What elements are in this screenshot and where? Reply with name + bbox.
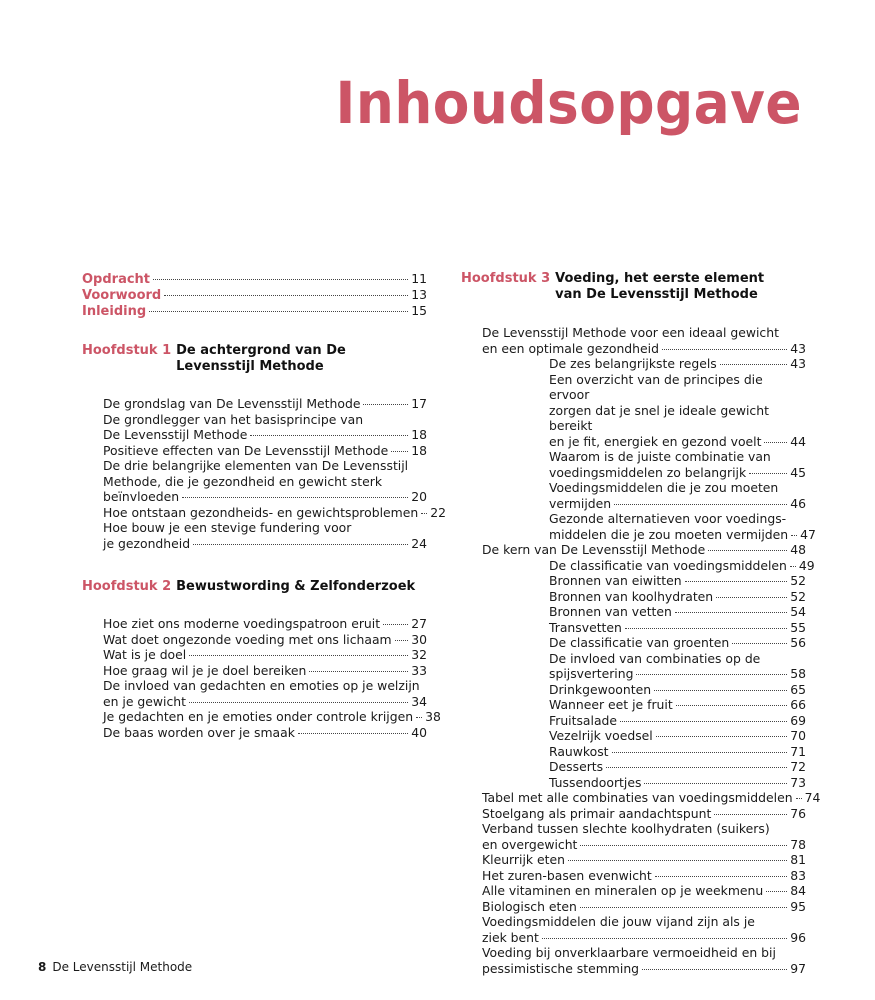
entry-text: De grondslag van De Levensstijl Methode	[103, 396, 361, 411]
entry-text: pessimistische stemming	[482, 960, 640, 976]
page-ref: 27	[411, 616, 427, 631]
page-ref: 56	[790, 635, 806, 650]
page-ref: 65	[790, 681, 806, 697]
footer-title: De Levensstijl Methode	[52, 960, 193, 974]
dot-leader	[642, 969, 787, 970]
entry-text: Wat doet ongezonde voeding met ons lichaam	[103, 631, 392, 647]
toc-front-entry[interactable]	[82, 303, 427, 319]
page-ref: 34	[411, 693, 427, 709]
toc-entry[interactable]	[482, 883, 806, 899]
entry-text: De Levensstijl Methode	[103, 427, 248, 442]
page-footer	[38, 960, 192, 974]
entry-text: Bronnen van vetten	[549, 604, 672, 619]
entry-text: Tabel met alle combinaties van voedingsmiddelen	[482, 790, 793, 805]
toc-entry[interactable]	[482, 914, 806, 945]
toc-entry[interactable]	[549, 775, 806, 791]
toc-entry[interactable]	[482, 790, 821, 806]
toc-entry[interactable]	[549, 744, 806, 760]
toc-entry[interactable]	[103, 443, 427, 459]
entry-text: Je gedachten en je emoties onder controle krijgen	[103, 709, 414, 724]
entry-text: Wanneer eet je fruit	[549, 697, 673, 712]
dot-leader	[612, 752, 788, 753]
entry-text: De Levensstijl Methode voor een ideaal gewicht	[482, 325, 779, 340]
dot-leader	[675, 612, 787, 613]
toc-left-column	[82, 271, 446, 740]
page-ref: 52	[790, 573, 806, 588]
page-ref: 71	[790, 743, 806, 759]
entry-text: Kleurrijk eten	[482, 852, 565, 867]
dot-leader	[580, 907, 787, 908]
toc-entry[interactable]	[549, 728, 806, 744]
entry-text: Voeding bij onverklaarbare vermoeidheid en bij	[482, 945, 776, 960]
page-ref: 22	[430, 504, 446, 520]
toc-entry[interactable]	[103, 616, 427, 632]
entry-text: De kern van De Levensstijl Methode	[482, 542, 706, 557]
entry-text: beïnvloeden	[103, 489, 180, 504]
chapter-2-entries	[103, 616, 441, 740]
page-ref: 55	[790, 619, 806, 635]
toc-entry[interactable]	[482, 899, 806, 915]
toc-entry[interactable]	[103, 520, 427, 551]
dot-leader	[749, 473, 787, 474]
entry-text: vermijden	[549, 495, 612, 511]
toc-entry[interactable]	[549, 635, 806, 651]
page-ref: 43	[790, 340, 806, 356]
dot-leader	[149, 311, 408, 312]
dot-leader	[189, 702, 408, 703]
dot-leader	[182, 497, 408, 498]
toc-entry[interactable]	[103, 709, 441, 725]
page-ref: 15	[411, 303, 427, 318]
entry-text: De baas worden over je smaak	[103, 724, 295, 740]
entry-text: Transvetten	[549, 619, 622, 635]
toc-entry[interactable]	[549, 697, 806, 713]
page-ref: 47	[800, 526, 816, 542]
dot-leader	[620, 721, 787, 722]
entry-text: Verband tussen slechte koolhydraten (suikers)	[482, 821, 770, 836]
page-ref: 58	[790, 666, 806, 681]
page-ref: 81	[790, 852, 806, 867]
page-ref: 97	[790, 960, 806, 976]
dot-leader	[662, 349, 787, 350]
page-ref: 76	[790, 805, 806, 821]
page-ref: 18	[411, 442, 427, 458]
toc-entry[interactable]	[549, 713, 806, 729]
toc-entry[interactable]	[549, 449, 806, 480]
toc-entry[interactable]	[482, 542, 806, 558]
chapter-1-entries	[103, 396, 446, 551]
entry-text: De drie belangrijke elementen van De Levensstijl	[103, 458, 409, 473]
page-ref: 84	[790, 883, 806, 898]
dot-leader	[676, 705, 788, 706]
entry-text: Alle vitaminen en mineralen op je weekmenu	[482, 883, 764, 898]
toc-entry[interactable]	[482, 325, 806, 356]
toc-entry[interactable]	[482, 821, 806, 852]
page-ref: 49	[798, 557, 815, 573]
chapter-3-heading	[461, 271, 806, 303]
entry-text: ziek bent	[482, 929, 539, 945]
entry-text: spijsvertering	[549, 666, 634, 681]
dot-leader	[189, 655, 408, 656]
dot-leader	[542, 938, 787, 939]
page-ref: 69	[790, 712, 806, 728]
toc-entry[interactable]	[549, 480, 806, 511]
entry-text: De grondlegger van het basisprincipe van	[103, 411, 364, 427]
toc-entry[interactable]	[549, 759, 806, 775]
page-ref: 46	[790, 495, 806, 511]
page-ref: 32	[411, 647, 427, 662]
toc-entry[interactable]	[549, 557, 815, 574]
entry-text: Waarom is de juiste combinatie van	[549, 449, 771, 464]
dot-leader	[766, 891, 787, 892]
entry-text: Fruitsalade	[549, 712, 618, 728]
page-ref: 74	[804, 790, 821, 805]
toc-entry[interactable]	[482, 806, 806, 822]
toc-entry[interactable]	[103, 678, 427, 709]
dot-leader	[164, 295, 408, 296]
toc-entry[interactable]	[482, 868, 806, 884]
entry-text: Hoe ziet ons moderne voedingspatroon eruit	[103, 616, 381, 631]
toc-entry[interactable]	[549, 573, 806, 589]
dot-leader	[309, 671, 408, 672]
page-ref: 18	[411, 427, 427, 442]
front-matter	[82, 271, 427, 319]
entry-text: De invloed van gedachten en emoties op je welzijn	[103, 678, 420, 693]
page-ref: 96	[790, 929, 806, 945]
toc-entry[interactable]	[549, 651, 806, 682]
dot-leader	[363, 404, 408, 405]
entry-text: en een optimale gezondheid	[482, 340, 659, 356]
entry-text: je gezondheid	[103, 535, 191, 551]
chapter-3-title: Voeding, het eerste element van De Levensstijl Methode	[555, 271, 765, 302]
entry-text: Tussendoortjes	[549, 774, 642, 790]
dot-leader	[656, 736, 787, 737]
entry-text: Een overzicht van de principes die ervoor	[549, 371, 763, 402]
dot-leader	[654, 690, 787, 691]
dot-leader	[580, 845, 787, 846]
toc-entry[interactable]	[103, 504, 446, 521]
dot-leader	[790, 566, 796, 567]
toc-entry[interactable]	[103, 725, 427, 741]
entry-text: Bronnen van koolhydraten	[549, 588, 714, 604]
toc-entry[interactable]	[482, 945, 806, 976]
dot-leader	[383, 624, 408, 625]
page-ref: 72	[790, 759, 806, 774]
entry-text: Positieve effecten van De Levensstijl Methode	[103, 442, 389, 458]
dot-leader	[416, 717, 422, 718]
page-ref: 43	[790, 356, 806, 371]
entry-label: Voorwoord	[82, 288, 162, 303]
chapter-1-title: De achtergrond van De Levensstijl Methode	[176, 343, 346, 374]
entry-text: De zes belangrijkste regels	[549, 356, 717, 371]
page-ref: 33	[411, 662, 427, 678]
page-ref: 48	[790, 542, 806, 557]
page-ref: 52	[790, 588, 806, 604]
page-number: 8	[38, 960, 47, 974]
entry-text: Drinkgewoonten	[549, 681, 652, 697]
page-ref: 45	[790, 464, 806, 480]
page-ref: 17	[411, 396, 427, 411]
dot-leader	[636, 674, 787, 675]
chapter-3-entries	[482, 325, 821, 976]
entry-text: Biologisch eten	[482, 898, 577, 914]
entry-text: Voedingsmiddelen die jouw vijand zijn als je	[482, 914, 755, 929]
toc-front-entry[interactable]	[82, 271, 427, 287]
page-ref: 30	[411, 631, 427, 647]
toc-entry[interactable]	[103, 647, 427, 663]
toc-entry[interactable]	[549, 682, 806, 698]
page-ref: 13	[411, 287, 427, 302]
entry-label: Inleiding	[82, 304, 147, 319]
dot-leader	[644, 783, 787, 784]
entry-text: en overgewicht	[482, 836, 578, 852]
page-ref: 83	[790, 867, 806, 883]
entry-text: Methode, die je gezondheid en gewicht sterk	[103, 473, 383, 489]
entry-text: Wat is je doel	[103, 647, 187, 662]
entry-text: De classificatie van voedingsmiddelen	[549, 557, 787, 573]
toc-entry[interactable]	[103, 663, 427, 679]
dot-leader	[391, 451, 408, 452]
chapter-3-number: Hoofdstuk 3	[461, 271, 551, 286]
entry-text: middelen die je zou moeten vermijden	[549, 526, 789, 542]
dot-leader	[655, 876, 787, 877]
dot-leader	[193, 544, 408, 545]
entry-text: en je fit, energiek en gezond voelt	[549, 433, 762, 449]
toc-entry[interactable]	[482, 852, 806, 868]
page-ref: 20	[411, 489, 427, 504]
toc-entry[interactable]	[549, 604, 806, 620]
page-ref: 95	[790, 898, 806, 914]
entry-text: Voedingsmiddelen die je zou moeten	[549, 480, 779, 495]
page-ref: 40	[411, 724, 427, 740]
entry-text: voedingsmiddelen zo belangrijk	[549, 464, 747, 480]
toc-entry[interactable]	[103, 412, 427, 443]
dot-leader	[714, 814, 787, 815]
dot-leader	[395, 640, 409, 641]
dot-leader	[614, 504, 787, 505]
toc-entry[interactable]	[549, 511, 816, 542]
dot-leader	[764, 442, 787, 443]
entry-text: Hoe graag wil je je doel bereiken	[103, 662, 307, 678]
dot-leader	[796, 798, 802, 799]
dot-leader	[791, 535, 797, 536]
toc-entry[interactable]	[103, 632, 427, 648]
dot-leader	[568, 860, 787, 861]
toc-right-column	[461, 271, 821, 976]
page-ref: 44	[790, 433, 806, 449]
dot-leader	[625, 628, 787, 629]
page-ref: 73	[790, 774, 806, 790]
dot-leader	[606, 767, 787, 768]
dot-leader	[708, 550, 787, 551]
dot-leader	[421, 513, 427, 514]
chapter-2-number: Hoofdstuk 2	[82, 579, 172, 594]
toc-entry[interactable]	[549, 589, 806, 605]
toc-entry[interactable]	[103, 458, 427, 505]
entry-text: De classificatie van groenten	[549, 635, 730, 650]
dot-leader	[720, 364, 787, 365]
entry-text: Hoe bouw je een stevige fundering voor	[103, 520, 352, 535]
chapter-1-number: Hoofdstuk 1	[82, 343, 172, 358]
chapter-2-heading	[82, 579, 427, 595]
dot-leader	[153, 279, 408, 280]
page-ref: 78	[790, 836, 806, 852]
page-ref: 66	[790, 697, 806, 712]
page-ref: 24	[411, 535, 427, 551]
toc-entry[interactable]	[549, 356, 806, 372]
entry-text: Het zuren-basen evenwicht	[482, 867, 652, 883]
page-ref: 38	[425, 709, 441, 724]
entry-text: Stoelgang als primair aandachtspunt	[482, 805, 712, 821]
chapter-1-heading	[82, 343, 427, 375]
dot-leader	[716, 597, 787, 598]
entry-text: Desserts	[549, 759, 604, 774]
entry-text: en je gewicht	[103, 693, 187, 709]
page-title: Inhoudsopgave	[335, 69, 802, 137]
toc-entry[interactable]	[549, 620, 806, 636]
entry-text: Gezonde alternatieven voor voedings-	[549, 511, 787, 526]
entry-text: De invloed van combinaties op de	[549, 650, 761, 666]
entry-text: Hoe ontstaan gezondheids- en gewichtsproblemen	[103, 504, 419, 520]
entry-label: Opdracht	[82, 272, 151, 287]
page-ref: 11	[411, 271, 427, 286]
entry-text: Rauwkost	[549, 743, 609, 759]
toc-entry[interactable]	[549, 372, 806, 450]
entry-text: zorgen dat je snel je ideale gewicht bereikt	[549, 402, 769, 433]
dot-leader	[732, 643, 787, 644]
page-ref: 54	[790, 604, 806, 619]
dot-leader	[298, 733, 408, 734]
chapter-2-title: Bewustwording & Zelfonderzoek	[176, 579, 416, 594]
entry-text: Vezelrijk voedsel	[549, 728, 653, 743]
page-ref: 70	[790, 728, 806, 743]
dot-leader	[250, 435, 408, 436]
entry-text: Bronnen van eiwitten	[549, 573, 682, 588]
dot-leader	[685, 581, 788, 582]
toc-entry[interactable]	[103, 396, 427, 412]
toc-front-entry[interactable]	[82, 287, 427, 303]
